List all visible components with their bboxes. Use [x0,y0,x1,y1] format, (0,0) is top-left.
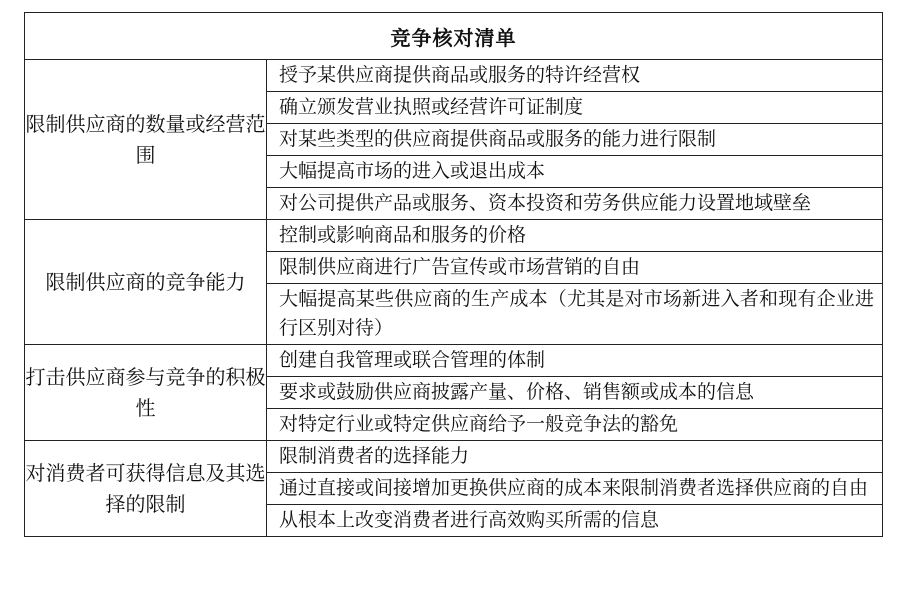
checklist-item: 大幅提高某些供应商的生产成本（尤其是对市场新进入者和现有企业进行区别对待） [267,284,883,345]
checklist-item: 大幅提高市场的进入或退出成本 [267,156,883,188]
table-row [25,220,883,252]
checklist-item: 通过直接或间接增加更换供应商的成本来限制消费者选择供应商的自由 [267,473,883,505]
checklist-item: 从根本上改变消费者进行高效购买所需的信息 [267,505,883,537]
checklist-item: 对公司提供产品或服务、资本投资和劳务供应能力设置地域壁垒 [267,188,883,220]
table-row [25,441,883,473]
checklist-item: 创建自我管理或联合管理的体制 [267,345,883,377]
title-row [25,13,883,60]
category-cell: 限制供应商的数量或经营范围 [25,60,267,220]
category-cell: 打击供应商参与竞争的积极性 [25,345,267,441]
competition-checklist [24,12,882,537]
category-cell: 对消费者可获得信息及其选择的限制 [25,441,267,537]
checklist-item: 授予某供应商提供商品或服务的特许经营权 [267,60,883,92]
checklist-item: 控制或影响商品和服务的价格 [267,220,883,252]
checklist-item: 限制供应商进行广告宣传或市场营销的自由 [267,252,883,284]
checklist-item: 要求或鼓励供应商披露产量、价格、销售额或成本的信息 [267,377,883,409]
checklist-table [24,12,883,537]
checklist-item: 对某些类型的供应商提供商品或服务的能力进行限制 [267,124,883,156]
checklist-item: 对特定行业或特定供应商给予一般竞争法的豁免 [267,409,883,441]
checklist-item: 限制消费者的选择能力 [267,441,883,473]
table-title: 竞争核对清单 [25,13,883,60]
table-row [25,345,883,377]
checklist-item: 确立颁发营业执照或经营许可证制度 [267,92,883,124]
table-row [25,60,883,92]
category-cell: 限制供应商的竞争能力 [25,220,267,345]
